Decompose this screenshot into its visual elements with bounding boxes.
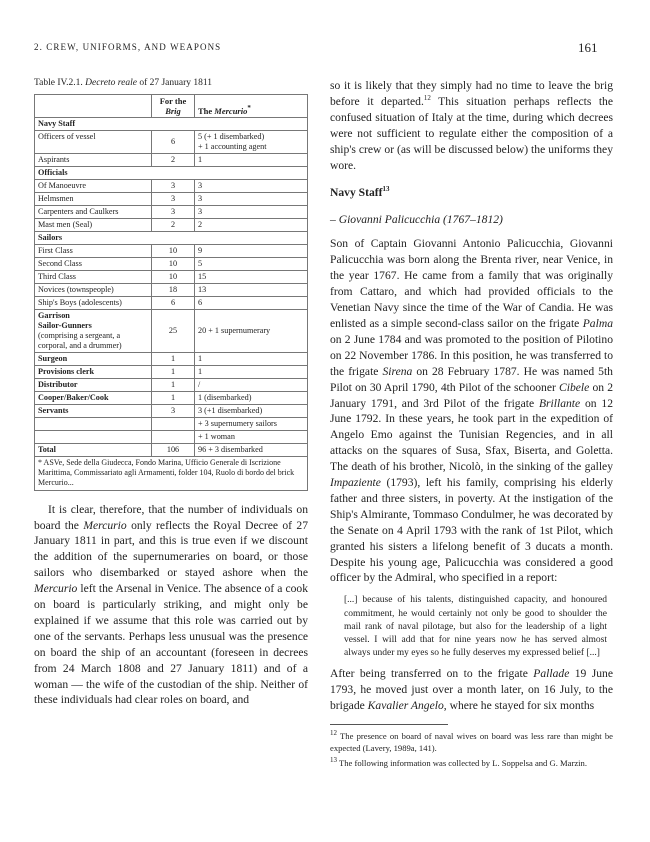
right-column bbox=[330, 78, 613, 772]
table-row bbox=[35, 258, 308, 271]
caption-suffix: of 27 January 1811 bbox=[139, 78, 213, 88]
footnote-number: 12 bbox=[330, 729, 337, 738]
row-mercurio: / bbox=[195, 379, 308, 392]
text-run: on 12 June 1792. In these years, he took part in the expedition of Angelo Emo against the Tunisian Regencies, and in all attacks on the squares of Susa, Sfax, Biserta, and Goletta. The death of his brother, Nicolò, in the sinking of the galley bbox=[330, 396, 613, 474]
header-the: The bbox=[198, 106, 213, 116]
table-row bbox=[35, 366, 308, 379]
row-label: Total bbox=[35, 444, 152, 457]
text-run: so it is likely that they simply had no time to leave the brig before it departed. bbox=[330, 79, 613, 108]
row-mercurio: 1 bbox=[195, 366, 308, 379]
header-brig-label: Brig bbox=[165, 106, 181, 116]
row-mercurio: + 3 supernumery sailors bbox=[195, 418, 308, 431]
row-mercurio: 3 bbox=[195, 206, 308, 219]
text-run: left the Arsenal in Venice. The absence of a cook on board is particularly striking, and might only be explained if we assume that this role was carried out by one of the servants. Perhaps less unusual was the presence on board the ship of an accountant (foreseen in decrees from 24 March 1808 and 27 January 1811) and of a woman — the wife of the custodian of the ship. Neither of these individuals had clear roles on board, and bbox=[34, 582, 308, 707]
header-mercurio bbox=[195, 95, 308, 118]
table-row bbox=[35, 271, 308, 284]
row-brig: 6 bbox=[152, 297, 195, 310]
row-mercurio: 3 bbox=[195, 180, 308, 193]
row-brig: 1 bbox=[152, 379, 195, 392]
table-row bbox=[35, 245, 308, 258]
header-empty-cell bbox=[35, 95, 152, 118]
text-run: This situation perhaps reflects the confused situation of Italy at the time, during which decrees were not sufficient to regulate either the composition of a ship's crew or (as will be discussed below) the uniforms they wore. bbox=[330, 94, 613, 172]
garrison-label: Garrison bbox=[38, 311, 70, 320]
garrison-detail: (comprising a sergeant, a corporal, and a drummer) bbox=[38, 331, 122, 350]
row-label bbox=[35, 418, 152, 431]
row-label: Officers of vessel bbox=[35, 131, 152, 154]
block-quote: [...] because of his talents, distinguished capacity, and honoured commitment, he would certainly not only be good to shoulder the mail rank of naval pilotage, but also for the leadership of a light vessel. I will add that for nine years now he has served almost always under my eyes so he fully deserves my expressed belief [...] bbox=[344, 595, 607, 659]
officers-mercurio-a: 5 (+ 1 disembarked) bbox=[198, 132, 265, 141]
caption-italic: Decreto reale bbox=[85, 78, 137, 88]
footnote-text: The following information was collected by L. Soppelsa and G. Marzin. bbox=[339, 758, 587, 769]
table-row bbox=[35, 193, 308, 206]
table-row bbox=[35, 167, 308, 180]
row-brig: 10 bbox=[152, 245, 195, 258]
left-paragraph bbox=[34, 502, 308, 709]
footnote-number: 13 bbox=[330, 756, 337, 765]
table-row bbox=[35, 131, 308, 154]
row-brig: 2 bbox=[152, 219, 195, 232]
row-label: Helmsmen bbox=[35, 193, 152, 206]
row-brig: 2 bbox=[152, 154, 195, 167]
table-header-row bbox=[35, 95, 308, 118]
left-column bbox=[34, 78, 308, 708]
table-row bbox=[35, 180, 308, 193]
row-mercurio: 1 bbox=[195, 353, 308, 366]
table-row bbox=[35, 405, 308, 418]
row-label: First Class bbox=[35, 245, 152, 258]
text-run: Son of Captain Giovanni Antonio Palicucchia, Giovanni Palicucchia was born along the Brenta river, near Venice, in the year 1767. He came from a family that was originally from Cattaro, and which had provided officials to the Venetian Navy since the time of the War of Candia. He was enlisted as a simple second-class sailor on the frigate bbox=[330, 237, 613, 330]
row-label: Cooper/Baker/Cook bbox=[35, 392, 152, 405]
row-label: Aspirants bbox=[35, 154, 152, 167]
footnote-ref-13[interactable]: 13 bbox=[382, 185, 390, 194]
section-officials: Officials bbox=[35, 167, 308, 180]
row-label: Ship's Boys (adolescents) bbox=[35, 297, 152, 310]
section-title: Navy Staff bbox=[330, 186, 383, 200]
row-label: Servants bbox=[35, 405, 152, 418]
row-mercurio: 1 (disembarked) bbox=[195, 392, 308, 405]
right-paragraph-3 bbox=[330, 666, 613, 714]
text-italic: Mercurio bbox=[83, 518, 127, 532]
row-label: Second Class bbox=[35, 258, 152, 271]
row-label: Distributor bbox=[35, 379, 152, 392]
row-mercurio: 6 bbox=[195, 297, 308, 310]
text-run: on 2 January 1791, and 3rd Pilot of the frigate bbox=[330, 380, 613, 410]
crew-table bbox=[34, 94, 308, 491]
table-row bbox=[35, 297, 308, 310]
row-brig: 18 bbox=[152, 284, 195, 297]
table-row bbox=[35, 418, 308, 431]
row-brig: 1 bbox=[152, 392, 195, 405]
row-mercurio: 3 bbox=[195, 193, 308, 206]
subheading: – Giovanni Palicucchia (1767–1812) bbox=[330, 213, 503, 227]
row-mercurio: 2 bbox=[195, 219, 308, 232]
right-paragraph-2 bbox=[330, 236, 613, 586]
caption-prefix: Table IV.2.1. bbox=[34, 78, 83, 88]
text-italic: Kavalier Angelo bbox=[367, 699, 444, 713]
section-navy-staff: Navy Staff bbox=[35, 118, 308, 131]
text-run: (1793), left his family, comprising his elderly father and three sisters, in poverty. At the instigation of the Ship's Almirante, Tommaso Condulmer, he was decorated by the Senate on 4 April 1793 with the rank of 1st Pilot, which granted his sisters a lifelong benefit of 3 ducats a month. Despite his young age, Palicucchia was considered a good officer by the Admiral, who specified in a report: bbox=[330, 476, 613, 585]
text-italic: Brillante bbox=[538, 396, 581, 410]
text-run: on 28 February 1787. He was named 5th Pilot on 30 April 1790, 4th Pilot of the schooner bbox=[330, 364, 613, 394]
text-run: only reflects the Royal Decree of 27 January 1811 in part, and this is true even if we discount the addition of the supernumeraries on board, or those sailors who disembarked or stayed ashore when the bbox=[34, 518, 308, 580]
header-for-the: For the bbox=[159, 96, 187, 106]
header-mercurio-label: Mercurio bbox=[214, 106, 248, 116]
row-mercurio: 13 bbox=[195, 284, 308, 297]
row-brig: 10 bbox=[152, 258, 195, 271]
row-mercurio: + 1 woman bbox=[195, 431, 308, 444]
row-brig bbox=[152, 418, 195, 431]
row-mercurio: 15 bbox=[195, 271, 308, 284]
text-run: After being transferred on to the frigate bbox=[330, 667, 534, 681]
row-mercurio: 5 bbox=[195, 258, 308, 271]
table-row bbox=[35, 379, 308, 392]
row-label: Third Class bbox=[35, 271, 152, 284]
row-mercurio: 3 (+1 disembarked) bbox=[195, 405, 308, 418]
footnote-text: The presence on board of naval wives on board was less rare than might be expected (Lavery, 1989a, 141). bbox=[330, 731, 613, 754]
row-label: Surgeon bbox=[35, 353, 152, 366]
row-mercurio: 1 bbox=[195, 154, 308, 167]
row-mercurio: 9 bbox=[195, 245, 308, 258]
table-row bbox=[35, 206, 308, 219]
row-label: Carpenters and Caulkers bbox=[35, 206, 152, 219]
text-italic: Cibele bbox=[559, 380, 590, 394]
row-label bbox=[35, 310, 152, 353]
running-head: 2. CREW, UNIFORMS, AND WEAPONS bbox=[34, 42, 222, 52]
table-row bbox=[35, 284, 308, 297]
table-row bbox=[35, 353, 308, 366]
footnote-divider bbox=[330, 724, 448, 725]
header-mark: * bbox=[247, 104, 251, 113]
text-italic: Pallade bbox=[533, 667, 570, 681]
table-total-row bbox=[35, 444, 308, 457]
text-italic: Palma bbox=[582, 316, 613, 330]
row-brig: 3 bbox=[152, 206, 195, 219]
text-italic: Mercurio bbox=[34, 582, 78, 596]
text-italic: Impaziente bbox=[330, 476, 381, 490]
right-paragraph-1 bbox=[330, 78, 613, 173]
text-run: on 2 June 1784 and was promoted to the position of Pilotino on 22 November 1786. In this position, he was transferred to the frigate bbox=[330, 332, 613, 378]
row-brig: 10 bbox=[152, 271, 195, 284]
table-row bbox=[35, 118, 308, 131]
row-mercurio: 96 + 3 disembarked bbox=[195, 444, 308, 457]
table-footnote: * ASVe, Sede della Giudecca, Fondo Marina, Ufficio Generale di Iscrizione Marittima, Commissariato agli Armamenti, folder 104, Ruolo di bordo del brick Mercurio... bbox=[35, 457, 308, 491]
table-row bbox=[35, 232, 308, 245]
text-run: , where he stayed for six months bbox=[443, 699, 595, 713]
row-brig: 25 bbox=[152, 310, 195, 353]
officers-mercurio-b: + 1 accounting agent bbox=[198, 142, 267, 151]
row-brig: 1 bbox=[152, 366, 195, 379]
text-run: 19 June 1793, he moved just over a month later, on 16 July, to the brigade bbox=[330, 667, 613, 713]
row-brig: 106 bbox=[152, 444, 195, 457]
table-row bbox=[35, 154, 308, 167]
section-heading bbox=[330, 186, 613, 199]
row-label bbox=[35, 431, 152, 444]
footnote-ref-12[interactable]: 12 bbox=[423, 94, 431, 103]
row-brig: 3 bbox=[152, 193, 195, 206]
table-row bbox=[35, 310, 308, 353]
footnote-12 bbox=[330, 730, 613, 754]
table-row bbox=[35, 219, 308, 232]
table-row bbox=[35, 431, 308, 444]
row-label: Mast men (Seal) bbox=[35, 219, 152, 232]
header-brig bbox=[152, 95, 195, 118]
table-row bbox=[35, 392, 308, 405]
row-brig: 3 bbox=[152, 180, 195, 193]
section-sailors: Sailors bbox=[35, 232, 308, 245]
text-italic: Sirena bbox=[382, 364, 413, 378]
row-brig: 6 bbox=[152, 131, 195, 154]
sailor-gunners-label: Sailor-Gunners bbox=[38, 321, 92, 330]
row-brig bbox=[152, 431, 195, 444]
row-mercurio: 20 + 1 supernumerary bbox=[195, 310, 308, 353]
row-brig: 3 bbox=[152, 405, 195, 418]
table-footnote-row bbox=[35, 457, 308, 491]
page-number: 161 bbox=[578, 40, 598, 55]
table-caption bbox=[34, 78, 308, 88]
text-run: It is clear, therefore, that the number of individuals on board the bbox=[34, 502, 308, 532]
row-label: Novices (townspeople) bbox=[35, 284, 152, 297]
footnote-13 bbox=[330, 757, 613, 769]
row-brig: 1 bbox=[152, 353, 195, 366]
row-label: Provisions clerk bbox=[35, 366, 152, 379]
row-mercurio bbox=[195, 131, 308, 154]
row-label: Of Manoeuvre bbox=[35, 180, 152, 193]
